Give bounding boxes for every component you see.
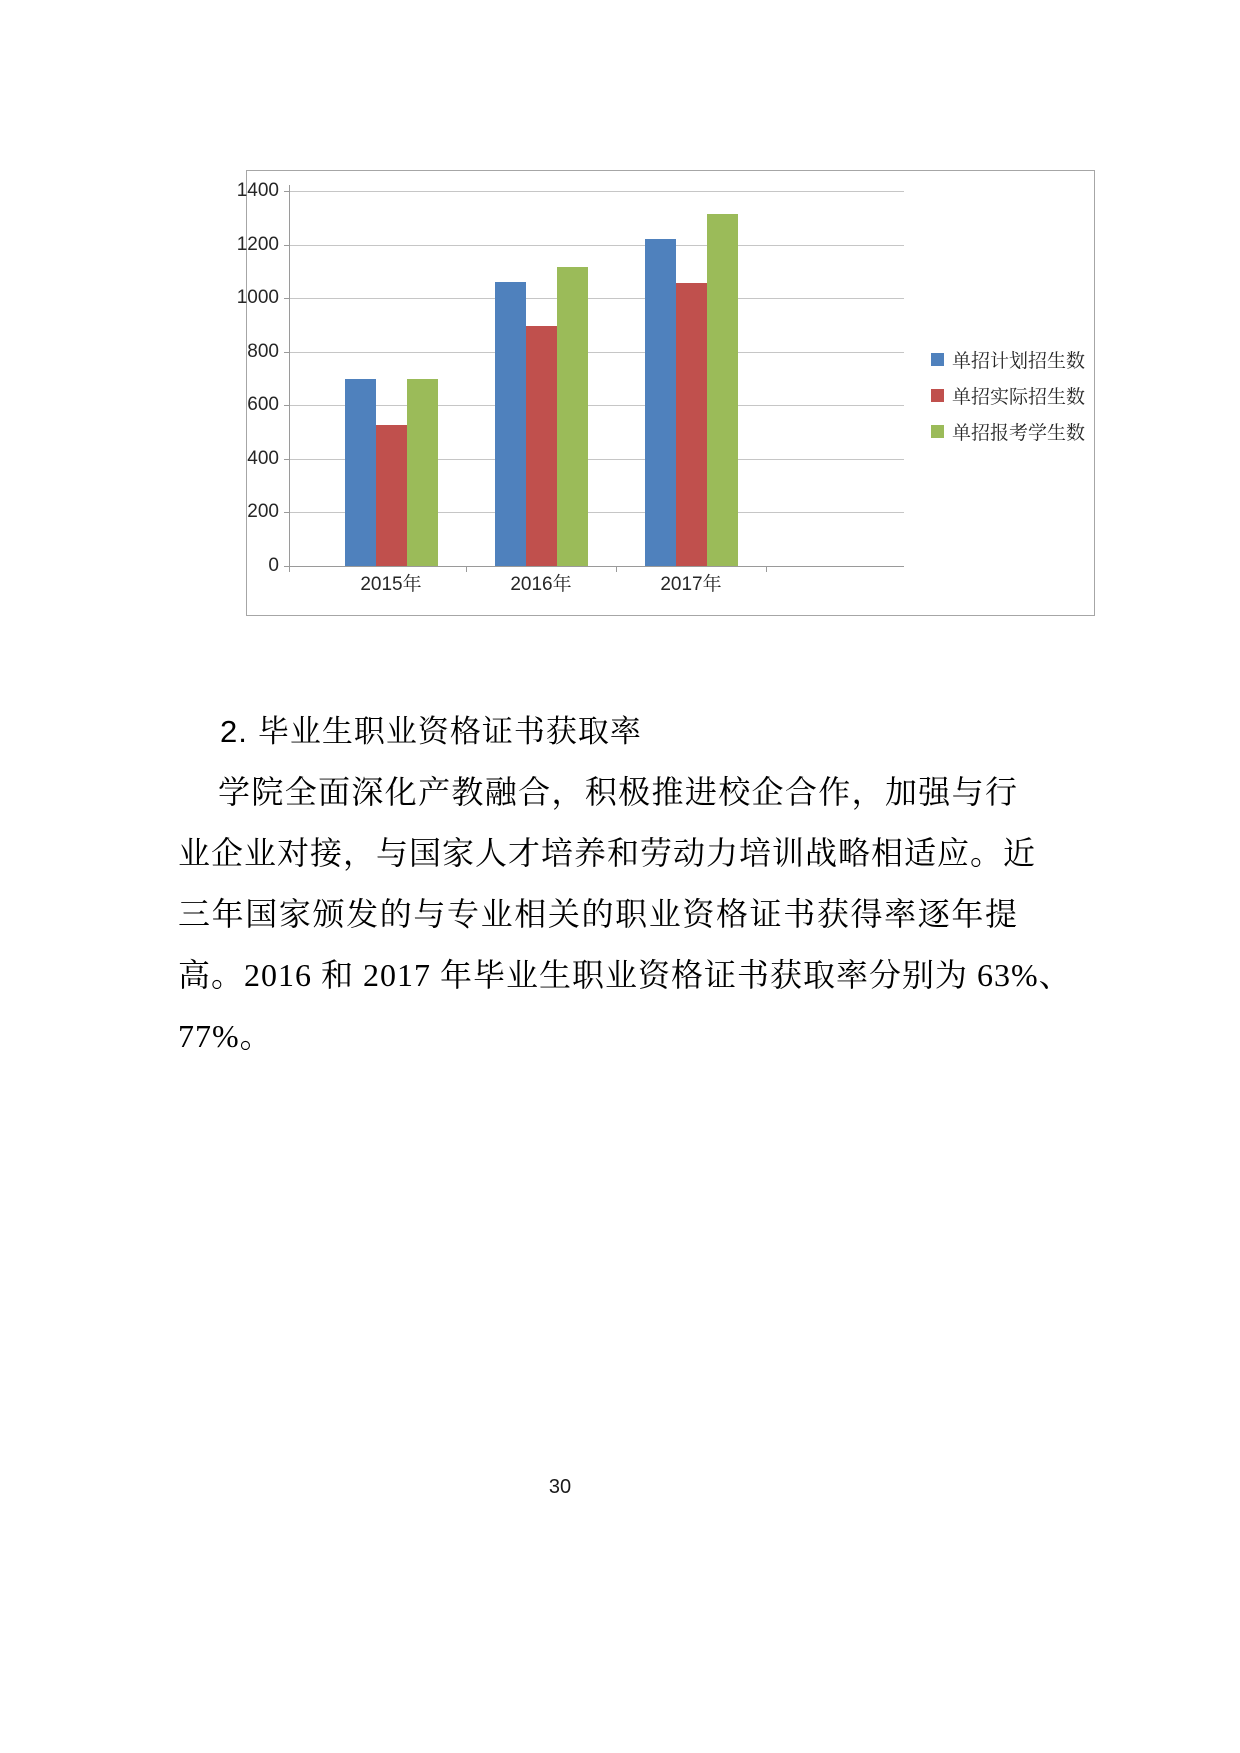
bar-2017年-series-2 [676, 283, 707, 566]
bar-2016年-series-3 [557, 267, 588, 566]
legend-label: 单招实际招生数 [952, 386, 1086, 408]
y-axis-label: 1200 [236, 233, 279, 255]
y-axis-label: 1000 [236, 287, 279, 309]
x-axis-label: 2016年 [510, 574, 572, 595]
y-axis-label: 0 [268, 555, 279, 576]
bar-2017年-series-1 [645, 239, 676, 566]
legend-label: 单招报考学生数 [952, 422, 1086, 444]
legend-swatch-icon [931, 353, 944, 366]
x-axis-tick [766, 567, 767, 572]
chart-legend [931, 341, 1085, 449]
y-gridline [289, 245, 904, 246]
paragraph-line: 三年国家颁发的与专业相关的职业资格证书获得率逐年提 [178, 896, 1018, 932]
section-title: 毕业生职业资格证书获取率 [257, 714, 642, 749]
body-paragraph [178, 762, 1072, 1067]
legend-item [931, 341, 1085, 377]
bar-2016年-series-1 [495, 282, 526, 566]
section-number: 2. [220, 714, 248, 749]
bar-2015年-series-2 [376, 425, 407, 566]
y-axis-label: 600 [247, 394, 279, 416]
bar-2015年-series-3 [407, 379, 438, 567]
y-axis-label: 200 [247, 501, 279, 523]
y-axis-label: 400 [247, 447, 279, 469]
section-heading [220, 706, 642, 751]
x-axis-tick [289, 567, 290, 572]
y-axis-label: 1400 [236, 180, 279, 201]
paragraph-line: 学院全面深化产教融合，积极推进校企合作，加强与行 [218, 774, 1018, 810]
bar-2017年-series-3 [707, 214, 738, 566]
bar-2015年-series-1 [345, 379, 376, 567]
paragraph-line: 高。2016 和 2017 年毕业生职业资格证书获取率分别为 63%、 [178, 957, 1072, 993]
legend-label: 单招计划招生数 [952, 350, 1086, 372]
x-axis-tick [616, 567, 617, 572]
x-axis-label: 2015年 [360, 574, 422, 595]
y-gridline [289, 405, 904, 406]
y-gridline [289, 352, 904, 353]
enrollment-bar-chart [236, 170, 1095, 616]
x-axis-line [289, 566, 904, 567]
paragraph-line: 业企业对接，与国家人才培养和劳动力培训战略相适应。近 [178, 835, 1037, 871]
y-gridline [289, 191, 904, 192]
bar-2016年-series-2 [526, 326, 557, 566]
x-axis-tick [466, 567, 467, 572]
legend-item [931, 413, 1085, 449]
legend-item [931, 377, 1085, 413]
paragraph-line: 77%。 [178, 1018, 273, 1054]
legend-swatch-icon [931, 425, 944, 438]
y-axis-line [289, 185, 290, 571]
page-number: 30 [548, 1476, 572, 1498]
y-gridline [289, 298, 904, 299]
y-axis-label: 800 [247, 340, 279, 362]
legend-swatch-icon [931, 389, 944, 402]
x-axis-label: 2017年 [660, 574, 722, 595]
